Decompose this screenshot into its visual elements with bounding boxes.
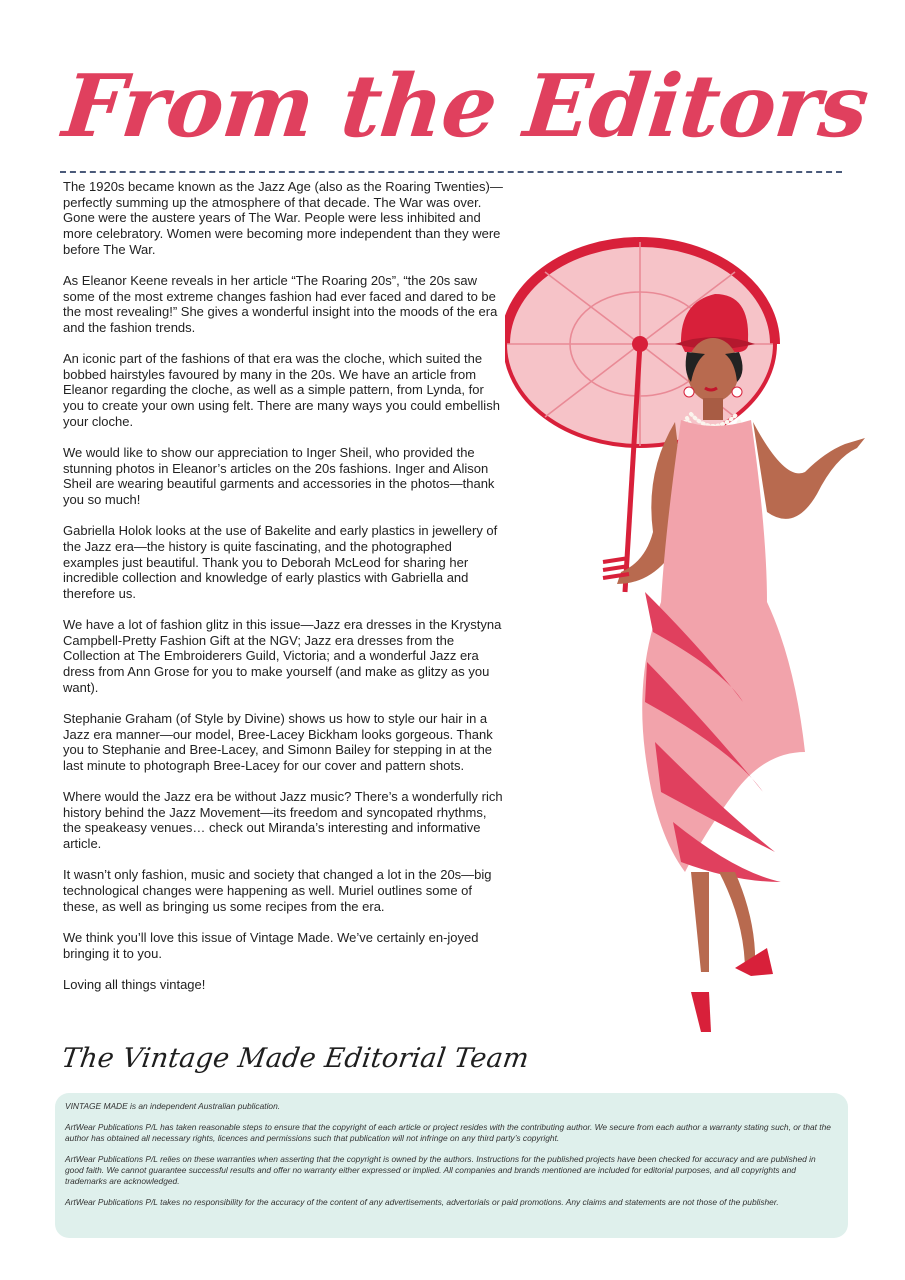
paragraph: We would like to show our appreciation to Inger Sheil, who provided the stunning photos in Eleanor’s articles on the 20s fashions. Inger and Alison Sheil are wearing beautiful garments and accessories in the photos—thank you so much! xyxy=(63,444,495,507)
paragraph: Gabriella Holok looks at the use of Bakelite and early plastics in jewellery of the Jazz era—the history is quite fascinating, and the photographed examples just beautiful. Thank you to Deborah McLeod for sharing her incredible collection and knowledge of early plastics with Gabriella and therefore us. xyxy=(63,523,498,601)
paragraph: Where would the Jazz era be without Jazz music? There’s a wonderfully rich history behind the Jazz Movement—its freedom and syncopated rhythms, the speakeasy venues… check out Miranda’s interesting and informative article. xyxy=(63,789,503,852)
flapper-woman-icon xyxy=(505,232,890,1044)
paragraph: Stephanie Graham (of Style by Divine) shows us how to style our hair in a Jazz era manner—our model, Bree-Lacey Bickham looks gorgeous. Thank you to Stephanie and Bree-Lacey, and Simonn Bailey for stepping in at the last minute to photograph Bree-Lacey for our cover and pattern shots. xyxy=(63,710,493,773)
footer-text: ArtWear Publications P/L relies on these warranties when asserting that the copyright is owned by the authors. Instructions for the published projects have been checked for accuracy and are published in good faith. We cannot guarantee successful results and offer no warranty either expressed or implied. All companies and brands mentioned are included for editorial purposes, and all copyrights and trademarks are acknowledged. xyxy=(65,1154,816,1186)
paragraph: An iconic part of the fashions of that era was the cloche, which suited the bobbed hairstyles favoured by many in the 20s. We have an article from Eleanor regarding the cloche, as well as a simple pattern, from Lynda, for you to create your own using felt. There are many ways you could embellish your cloche. xyxy=(63,351,500,429)
page-title: From the Editors xyxy=(58,56,873,157)
editorial-body xyxy=(63,179,503,1008)
paragraph: The 1920s became known as the Jazz Age (also as the Roaring Twenties)—perfectly summing up the atmosphere of that decade. The War was over. Gone were the austere years of The War. People were less inhibited and more celebratory. Women were becoming more independent than they were before The War. xyxy=(63,179,503,257)
paragraph: Loving all things vintage! xyxy=(63,976,206,992)
legal-footer xyxy=(55,1093,848,1238)
paragraph: We have a lot of fashion glitz in this issue—Jazz era dresses in the Krystyna Campbell-Pretty Fashion Gift at the NGV; Jazz era dresses from the Collection at The Embroiderers Guild, Victoria; and a wonderful Jazz era dress from Ann Grose for you to make yourself (and make as glitzy as you want). xyxy=(63,617,502,695)
flapper-illustration xyxy=(505,232,890,1044)
footer-text: ArtWear Publications P/L takes no responsibility for the accuracy of the content of any advertisements, advertorials or paid promotions. Any claims and statements are not those of the publisher. xyxy=(65,1197,779,1207)
footer-text: VINTAGE MADE is an independent Australian publication. xyxy=(65,1101,281,1111)
paragraph: As Eleanor Keene reveals in her article “The Roaring 20s”, “the 20s saw some of the most extreme changes fashion had ever faced and dared to be the most revealing!” She gives a wonderful insight into the moods of the era and the fashion trends. xyxy=(63,272,498,335)
footer-text: ArtWear Publications P/L has taken reasonable steps to ensure that the copyright of each article or project resides with the contributing author. We secure from each author a warranty stating such, or that the author has obtained all necessary rights, licences and permissions such that publication will not infringe on any third party’s copyright. xyxy=(65,1122,831,1143)
paragraph: We think you’ll love this issue of Vintage Made. We’ve certainly en-joyed bringing it to you. xyxy=(63,929,479,961)
editorial-signature: The Vintage Made Editorial Team xyxy=(59,1043,531,1074)
paragraph: It wasn’t only fashion, music and society that changed a lot in the 20s—big technological changes were happening as well. Muriel outlines some of these, as well as bringing us some recipes from the era. xyxy=(63,867,492,914)
dashed-divider xyxy=(60,171,842,173)
